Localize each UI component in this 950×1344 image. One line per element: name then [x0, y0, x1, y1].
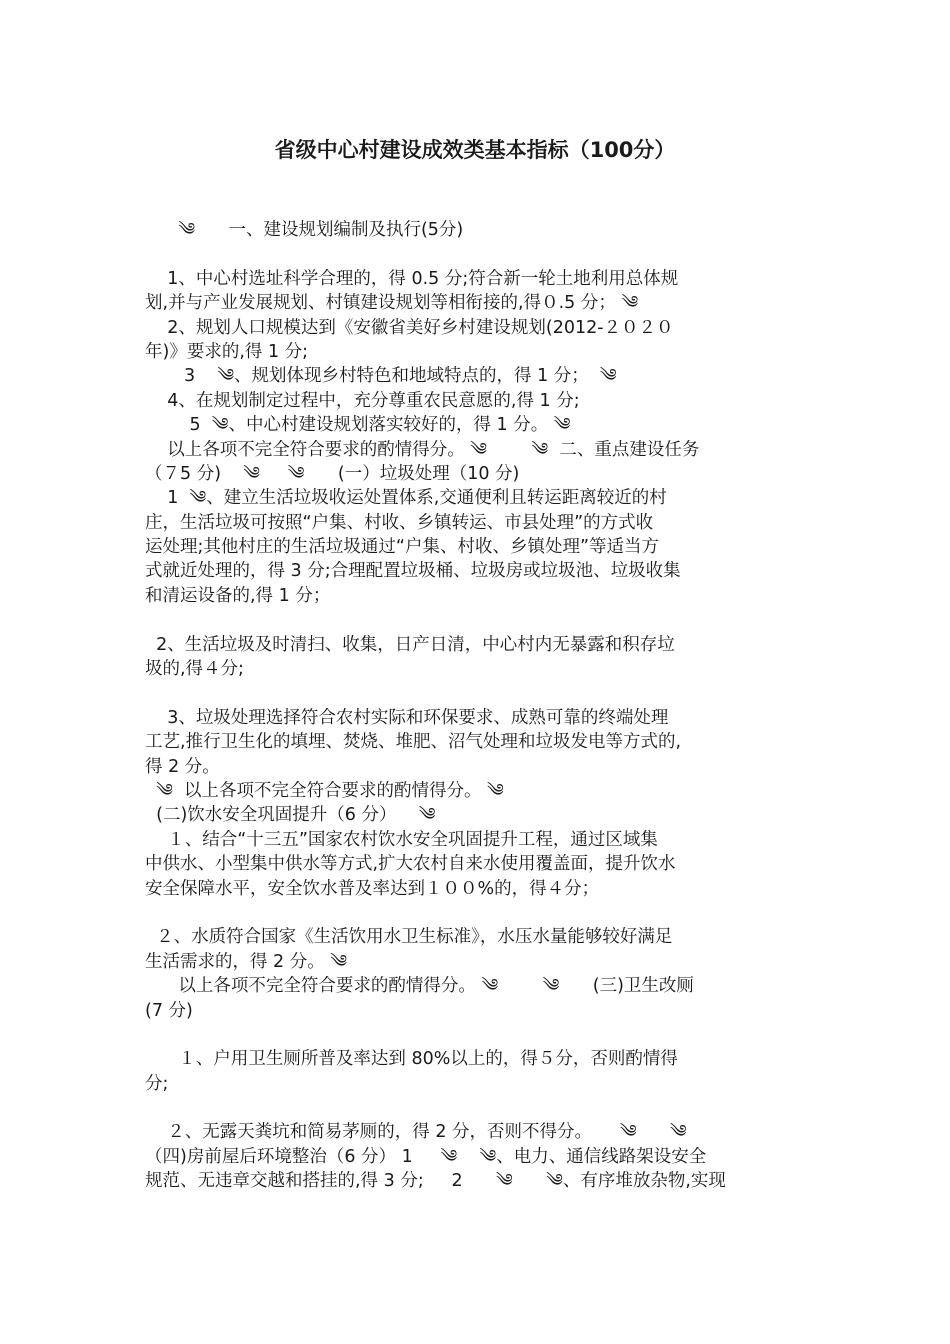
text-line: 庄，生活垃圾可按照“户集、村收、乡镇转运、市县处理”的方式收 — [145, 512, 654, 533]
text-line: 以上各项不完全符合要求的酌情得分。 ༄ ༄ (三)卫生改厕 — [145, 976, 694, 997]
text-line: 2、规划人口规模达到《安徽省美好乡村建设规划(2012-２０２０ — [145, 317, 674, 338]
text-line: ༄ 一、建设规划编制及执行(5分) — [145, 220, 464, 240]
text-line: （７5 分) ༄ ༄ (一）垃圾处理（10 分) — [145, 463, 520, 484]
text-line: 中供水、小型集中供水等方式,扩大农村自来水使用覆盖面，提升饮水 — [145, 854, 676, 875]
text-line: ༄ 以上各项不完全符合要求的酌情得分。 ༄ — [145, 780, 504, 801]
text-line: 和清运设备的,得 1 分； — [145, 585, 331, 606]
text-line: 2、生活垃圾及时清扫、收集，日产日清，中心村内无暴露和积存垃 — [145, 634, 675, 655]
text-line: （四)房前屋后环境整治（6 分） 1 ༄ ༄、电力、通信线路架设安全 — [145, 1146, 707, 1167]
text-line: 分; — [145, 1073, 169, 1094]
text-line: 规范、无违章交越和搭挂的,得 3 分; 2 ༄ ༄、有序堆放杂物,实现 — [145, 1171, 726, 1192]
text-line: 1 ༄、建立生活垃圾收运处置体系,交通便利且转运距离较近的村 — [145, 488, 667, 509]
text-line: 3、垃圾处理选择符合农村实际和环保要求、成熟可靠的终端处理 — [145, 707, 669, 728]
document-title: 省级中心村建设成效类基本指标（100分） — [274, 138, 676, 162]
text-line: 式就近处理的，得 3 分;合理配置垃圾桶、垃圾房或垃圾池、垃圾收集 — [145, 561, 681, 582]
text-line: １、结合“十三五”国家农村饮水安全巩固提升工程，通过区域集 — [145, 829, 658, 850]
blank-line — [145, 901, 805, 925]
text-line: 安全保障水平，安全饮水普及率达到１００%的，得４分； — [145, 878, 600, 899]
blank-line — [145, 1023, 805, 1047]
text-line: (二)饮水安全巩固提升（6 分） ༄ — [145, 805, 436, 826]
blank-line — [145, 1096, 805, 1120]
text-line: 运处理;其他村庄的生活垃圾通过“户集、村收、乡镇处理”等适当方 — [145, 537, 660, 558]
text-line: 年)》要求的,得 1 分; — [145, 341, 309, 362]
text-line: 工艺,推行卫生化的填埋、焚烧、堆肥、沼气处理和垃圾发电等方式的, — [145, 732, 682, 753]
text-line: ２、水质符合国家《生活饮用水卫生标准》，水压水量能够较好满足 — [145, 927, 673, 948]
document-body — [145, 218, 805, 1194]
text-line: 以上各项不完全符合要求的酌情得分。 ༄ ༄ 二、重点建设任务 — [145, 439, 700, 460]
text-line: 圾的,得４分; — [145, 659, 244, 680]
text-line: 5 ༄、中心村建设规划落实较好的，得 1 分。 ༄ — [145, 415, 571, 436]
text-line: ２、无露天粪坑和简易茅厕的，得 2 分，否则不得分。 ༄ ༄ — [145, 1122, 687, 1143]
blank-line — [145, 681, 805, 705]
blank-line — [145, 608, 805, 632]
text-line: 生活需求的，得 2 分。 ༄ — [145, 951, 348, 972]
text-line: 3 ༄、规划体现乡村特色和地域特点的，得 1 分； ༄ — [145, 366, 617, 387]
text-line: 1、中心村选址科学合理的，得 0.5 分;符合新一轮土地利用总体规 — [145, 268, 679, 289]
text-line: 划,并与产业发展规划、村镇建设规划等相衔接的,得０.5 分； ༄ — [145, 293, 639, 314]
text-line: (7 分) — [145, 1000, 193, 1021]
blank-line — [145, 242, 805, 266]
text-line: 4、在规划制定过程中，充分尊重农民意愿的,得 1 分; — [145, 390, 580, 411]
text-line: 得 2 分。 — [145, 756, 220, 777]
text-line: １、户用卫生厕所普及率达到 80%以上的，得５分，否则酌情得 — [145, 1049, 678, 1070]
